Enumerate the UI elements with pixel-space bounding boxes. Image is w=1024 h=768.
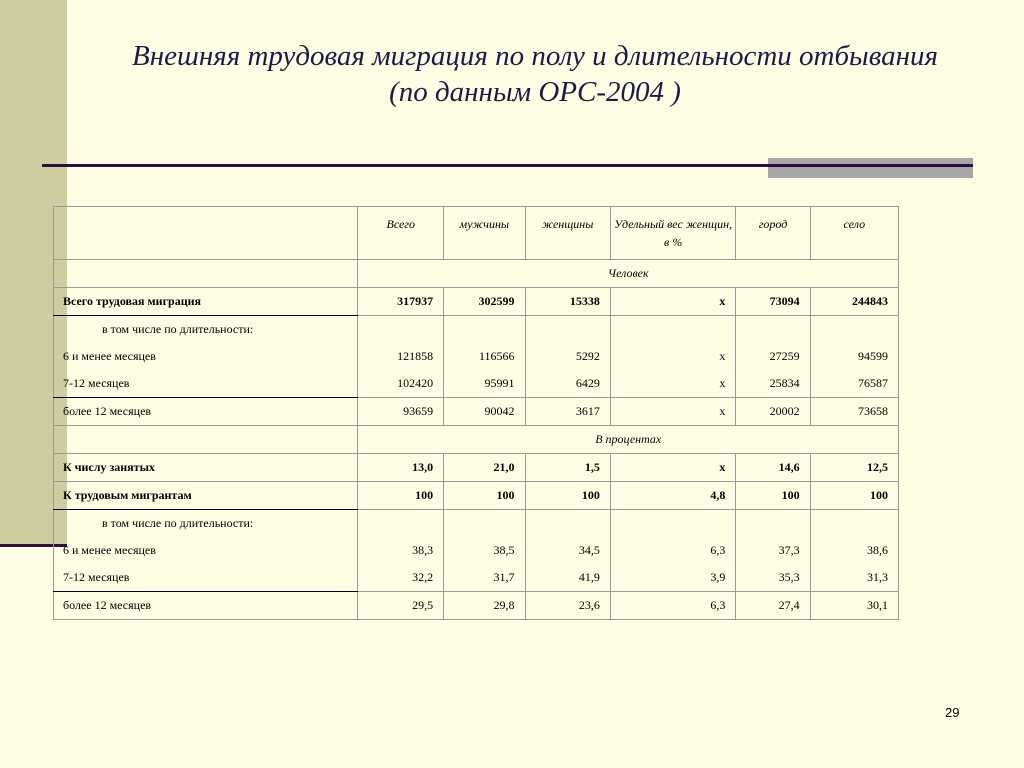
cell-value: x bbox=[610, 398, 736, 426]
cell-value: 302599 bbox=[444, 288, 525, 316]
cell-value: 6429 bbox=[525, 370, 610, 398]
cell-value: 73094 bbox=[736, 288, 810, 316]
cell-value: 29,8 bbox=[444, 592, 525, 620]
row-label: более 12 месяцев bbox=[54, 592, 358, 620]
title-rule-accent bbox=[768, 158, 973, 178]
cell-value: 5292 bbox=[525, 343, 610, 370]
cell-value: 244843 bbox=[810, 288, 898, 316]
cell-value: 317937 bbox=[358, 288, 444, 316]
cell-value: 94599 bbox=[810, 343, 898, 370]
band-row-percent bbox=[54, 426, 899, 454]
cell-value: 6,3 bbox=[610, 537, 736, 564]
cell-value bbox=[736, 316, 810, 344]
row-label: 6 и менее месяцев bbox=[54, 343, 358, 370]
cell-value: 102420 bbox=[358, 370, 444, 398]
cell-value: 27,4 bbox=[736, 592, 810, 620]
col-header-total: Всего bbox=[358, 207, 444, 260]
row-label: Всего трудовая миграция bbox=[54, 288, 358, 316]
cell-value: 90042 bbox=[444, 398, 525, 426]
cell-value: 31,3 bbox=[810, 564, 898, 592]
cell-value: 38,6 bbox=[810, 537, 898, 564]
cell-value bbox=[444, 316, 525, 344]
band-empty-cell bbox=[54, 426, 358, 454]
cell-value bbox=[610, 510, 736, 538]
row-label: в том числе по длительности: bbox=[54, 316, 358, 344]
cell-value: x bbox=[610, 454, 736, 482]
table-row bbox=[54, 398, 899, 426]
table-row bbox=[54, 454, 899, 482]
col-header-women-share: Удельный вес женщин, в % bbox=[610, 207, 736, 260]
cell-value: 100 bbox=[358, 482, 444, 510]
cell-value: 38,3 bbox=[358, 537, 444, 564]
row-label: в том числе по длительности: bbox=[54, 510, 358, 538]
cell-value: 76587 bbox=[810, 370, 898, 398]
row-label: 7-12 месяцев bbox=[54, 370, 358, 398]
cell-value: 93659 bbox=[358, 398, 444, 426]
cell-value: 34,5 bbox=[525, 537, 610, 564]
col-header-village: село bbox=[810, 207, 898, 260]
migration-table bbox=[53, 206, 899, 620]
table-row bbox=[54, 343, 899, 370]
cell-value: 29,5 bbox=[358, 592, 444, 620]
cell-value: 121858 bbox=[358, 343, 444, 370]
title-line-1: Внешняя трудовая миграция по полу и длительности отбывания bbox=[132, 40, 938, 72]
cell-value: 1,5 bbox=[525, 454, 610, 482]
page-number: 29 bbox=[945, 705, 960, 720]
cell-value: 21,0 bbox=[444, 454, 525, 482]
cell-value bbox=[610, 316, 736, 344]
cell-value: x bbox=[610, 343, 736, 370]
row-label: К числу занятых bbox=[54, 454, 358, 482]
cell-value: 95991 bbox=[444, 370, 525, 398]
cell-value: 13,0 bbox=[358, 454, 444, 482]
cell-value: 100 bbox=[444, 482, 525, 510]
cell-value: 6,3 bbox=[610, 592, 736, 620]
cell-value: 20002 bbox=[736, 398, 810, 426]
cell-value: 25834 bbox=[736, 370, 810, 398]
row-label: более 12 месяцев bbox=[54, 398, 358, 426]
table-row bbox=[54, 370, 899, 398]
cell-value: 35,3 bbox=[736, 564, 810, 592]
row-label: 7-12 месяцев bbox=[54, 564, 358, 592]
cell-value bbox=[525, 316, 610, 344]
cell-value: 3,9 bbox=[610, 564, 736, 592]
row-label: К трудовым мигрантам bbox=[54, 482, 358, 510]
band-label-percent: В процентах bbox=[358, 426, 899, 454]
table-row bbox=[54, 592, 899, 620]
cell-value: 73658 bbox=[810, 398, 898, 426]
table-row bbox=[54, 537, 899, 564]
cell-value bbox=[810, 316, 898, 344]
cell-value bbox=[525, 510, 610, 538]
title-line-2: (по данным ОРС-2004 ) bbox=[389, 76, 681, 108]
cell-value: 12,5 bbox=[810, 454, 898, 482]
header-empty-cell bbox=[54, 207, 358, 260]
cell-value: 4,8 bbox=[610, 482, 736, 510]
cell-value: 3617 bbox=[525, 398, 610, 426]
cell-value: 41,9 bbox=[525, 564, 610, 592]
cell-value: 15338 bbox=[525, 288, 610, 316]
cell-value: 100 bbox=[736, 482, 810, 510]
row-label: 6 и менее месяцев bbox=[54, 537, 358, 564]
table-row bbox=[54, 482, 899, 510]
cell-value: 14,6 bbox=[736, 454, 810, 482]
band-row-people bbox=[54, 260, 899, 288]
cell-value bbox=[444, 510, 525, 538]
table-row bbox=[54, 288, 899, 316]
cell-value: 37,3 bbox=[736, 537, 810, 564]
col-header-men: мужчины bbox=[444, 207, 525, 260]
cell-value: 23,6 bbox=[525, 592, 610, 620]
cell-value bbox=[358, 316, 444, 344]
cell-value: 27259 bbox=[736, 343, 810, 370]
cell-value: 38,5 bbox=[444, 537, 525, 564]
cell-value: 31,7 bbox=[444, 564, 525, 592]
table-row bbox=[54, 564, 899, 592]
cell-value bbox=[736, 510, 810, 538]
band-label-people: Человек bbox=[358, 260, 899, 288]
band-empty-cell bbox=[54, 260, 358, 288]
cell-value: 100 bbox=[525, 482, 610, 510]
slide-title bbox=[90, 38, 980, 110]
cell-value: 32,2 bbox=[358, 564, 444, 592]
cell-value: 30,1 bbox=[810, 592, 898, 620]
table-row bbox=[54, 316, 899, 344]
cell-value: 100 bbox=[810, 482, 898, 510]
col-header-city: город bbox=[736, 207, 810, 260]
table-row bbox=[54, 510, 899, 538]
cell-value: x bbox=[610, 370, 736, 398]
title-rule bbox=[42, 164, 942, 167]
cell-value: x bbox=[610, 288, 736, 316]
table-header-row bbox=[54, 207, 899, 260]
col-header-women: женщины bbox=[525, 207, 610, 260]
cell-value bbox=[358, 510, 444, 538]
cell-value bbox=[810, 510, 898, 538]
cell-value: 116566 bbox=[444, 343, 525, 370]
